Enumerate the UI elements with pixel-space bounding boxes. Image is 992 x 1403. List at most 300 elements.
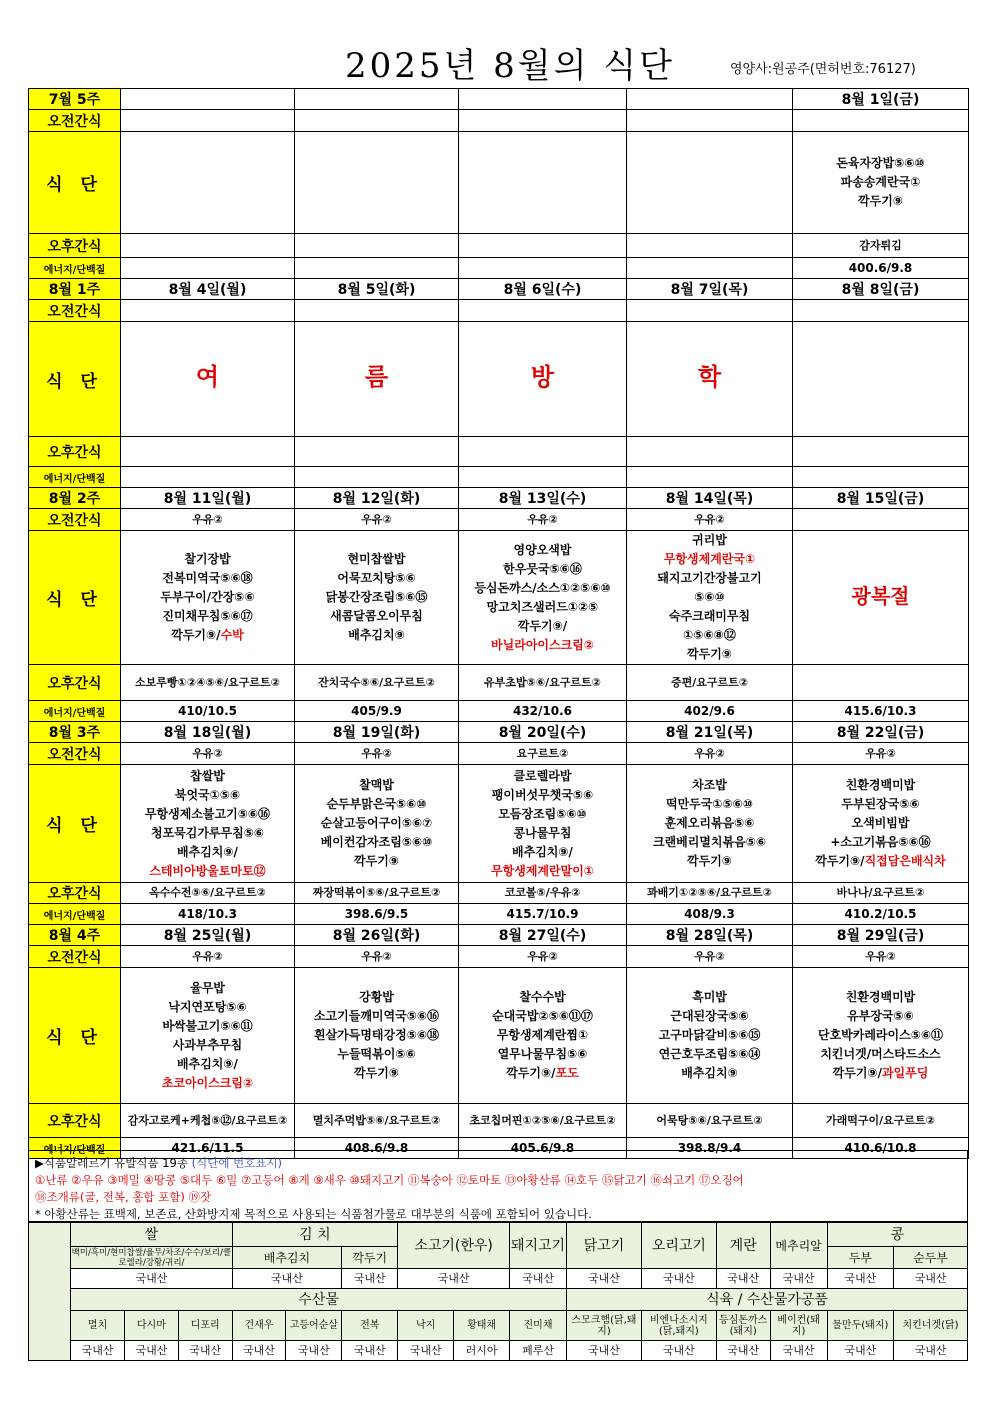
meal-cell <box>121 531 295 665</box>
energy-value <box>459 467 627 488</box>
meal-item: 고구마닭갈비⑤⑥⑮ <box>658 1028 761 1042</box>
holiday-label: 광복절 <box>851 583 910 608</box>
am-snack: 요구르트② <box>459 743 627 765</box>
origin-value: 국내산 <box>716 1341 770 1361</box>
meal-item: 흑미밥 <box>692 990 727 1004</box>
seafood-item: 건새우 <box>232 1311 286 1341</box>
meal-cell <box>121 765 295 883</box>
seafood-item: 진미채 <box>510 1311 567 1341</box>
pm-snack: 증편/요구르트② <box>627 665 793 701</box>
origin-tofu: 두부 <box>827 1247 893 1269</box>
meal-cell <box>793 322 969 437</box>
meal-cell <box>793 968 969 1104</box>
meal-item: 깍두기⑨ <box>687 647 732 661</box>
am-snack: 우유② <box>793 743 969 765</box>
meal-item: 깍두기⑨ <box>354 854 399 868</box>
meal-item: 돼지고기간장불고기 <box>657 571 762 585</box>
meal-item: 단호박카레라이스⑤⑥⑪ <box>817 1028 944 1042</box>
origin-value: 국내산 <box>894 1269 968 1289</box>
week-label: 8월 4주 <box>29 925 121 946</box>
energy-label: 에너지/단백질 <box>29 467 121 488</box>
day-date: 8월 28일(목) <box>627 925 793 946</box>
origin-value: 국내산 <box>342 1269 398 1289</box>
meal-item: 배추김치⑨/ <box>177 844 238 859</box>
meal-item: 무항생제계란말이① <box>491 863 594 878</box>
seafood-item: 전복 <box>342 1311 398 1341</box>
meal-cell <box>459 132 627 234</box>
origin-cabbage-kimchi: 배추김치 <box>232 1247 342 1269</box>
week-label: 8월 2주 <box>29 488 121 509</box>
meal-cell <box>459 765 627 883</box>
meal-item: 영양오색밥 <box>513 542 572 557</box>
am-snack <box>295 110 459 132</box>
meal-item: 파송송계란국① <box>840 175 921 189</box>
origin-seafood: 수산물 <box>71 1289 567 1311</box>
meal-item: 치킨너겟/머스타드소스 <box>820 1047 941 1061</box>
processed-item: 스모크햄(닭,돼지) <box>567 1311 642 1341</box>
meal-cell <box>793 765 969 883</box>
meal-cell <box>627 531 793 665</box>
page-title: 2025년 8월의 식단 <box>345 46 675 86</box>
processed-item: 등심돈까스(돼지) <box>716 1311 770 1341</box>
meal-item: 콩나물무침 <box>513 825 572 840</box>
allergy-note: * 아황산류는 표백제, 보존료, 산화방지제 목적으로 사용되는 식품첨가물로 대부분의 식품에 포함되어 있습니다. <box>35 1207 592 1221</box>
meal-item: 깍두기⑨ <box>354 1066 399 1080</box>
day-date <box>295 89 459 110</box>
meal-cell <box>295 322 459 437</box>
pm-snack <box>121 234 295 258</box>
meal-item: 누들떡볶이⑤⑥ <box>337 1047 416 1061</box>
meal-item: 베이컨감자조림⑤⑥⑩ <box>320 835 433 849</box>
meal-item: +소고기볶음⑤⑥⑯ <box>830 835 931 849</box>
meal-item: 찰수수밥 <box>519 990 566 1004</box>
origin-value: 국내산 <box>567 1341 642 1361</box>
origin-value: 국내산 <box>641 1341 716 1361</box>
meal-label: 식 단 <box>29 765 121 883</box>
pm-snack <box>793 665 969 701</box>
meal-item: 흰살가득명태강정⑤⑥⑱ <box>313 1028 440 1042</box>
meal-item: 연근호두조림⑤⑥⑭ <box>658 1047 761 1061</box>
energy-value <box>295 258 459 279</box>
am-snack: 우유② <box>627 946 793 968</box>
meal-item: 어묵꼬치탕⑤⑥ <box>337 571 416 585</box>
pm-snack: 바나나/요구르트② <box>793 883 969 904</box>
meal-cell <box>627 132 793 234</box>
origin-kimchi: 김 치 <box>232 1223 398 1247</box>
energy-value: 415.6/10.3 <box>793 701 969 722</box>
meal-item: ①⑤⑥⑧⑫ <box>683 628 736 642</box>
origin-value: 국내산 <box>286 1341 342 1361</box>
meal-item: 떡만두국①⑤⑥⑩ <box>665 797 753 811</box>
pm-snack-label: 오후간식 <box>29 437 121 467</box>
pm-snack <box>295 437 459 467</box>
origin-value: 국내산 <box>398 1341 454 1361</box>
meal-item: 바닐라아이스크림② <box>491 637 594 652</box>
meal-item: 깍두기⑨/수박 <box>171 628 244 642</box>
energy-label: 에너지/단백질 <box>29 701 121 722</box>
am-snack: 우유② <box>295 946 459 968</box>
meal-item: 무항생제계란국① <box>663 552 756 566</box>
meal-item: 친환경백미밥 <box>845 778 916 792</box>
meal-item: 초코아이스크림② <box>161 1075 254 1090</box>
origin-egg: 계란 <box>716 1223 770 1269</box>
am-snack: 우유② <box>627 743 793 765</box>
pm-snack <box>121 437 295 467</box>
day-date: 8월 19일(화) <box>295 722 459 743</box>
energy-value <box>793 467 969 488</box>
energy-value: 405.6/9.8 <box>459 1138 627 1159</box>
am-snack <box>121 300 295 322</box>
pm-snack-label: 오후간식 <box>29 1104 121 1138</box>
meal-item: 깍두기⑨/ <box>517 618 568 633</box>
energy-value: 421.6/11.5 <box>121 1138 295 1159</box>
meal-cell <box>627 765 793 883</box>
seafood-item: 멸치 <box>71 1311 125 1341</box>
origin-value: 국내산 <box>827 1269 893 1289</box>
week-label: 8월 3주 <box>29 722 121 743</box>
meal-item: 근대된장국⑤⑥ <box>670 1009 749 1023</box>
meal-cell <box>459 531 627 665</box>
pm-snack-label: 오후간식 <box>29 234 121 258</box>
meal-item: 깍두기⑨/포도 <box>506 1066 579 1080</box>
allergy-list-1: ①난류 ②우유 ③메밀 ④땅콩 ⑤대두 ⑥밀 ⑦고등어 ⑧게 ⑨새우 ⑩돼지고기 ⑪복숭아 ⑫토마토 ⑬아황산류 ⑭호두 ⑮닭고기 ⑯쇠고기 ⑰오징어 <box>35 1173 744 1187</box>
meal-item: 귀리밥 <box>692 533 727 547</box>
am-snack: 우유② <box>121 509 295 531</box>
am-snack: 우유② <box>295 509 459 531</box>
energy-value <box>295 467 459 488</box>
meal-item: 깍두기⑨/과일푸딩 <box>832 1066 929 1080</box>
processed-item: 치킨너겟(닭) <box>894 1311 968 1341</box>
meal-item: 모듬장조림⑤⑥⑩ <box>498 806 587 821</box>
energy-label: 에너지/단백질 <box>29 904 121 925</box>
pm-snack: 멸치주먹밥⑤⑥/요구르트② <box>295 1104 459 1138</box>
day-date <box>121 89 295 110</box>
pm-snack-label: 오후간식 <box>29 665 121 701</box>
meal-item: 숙주크래미무침 <box>668 609 751 623</box>
origin-value: 국내산 <box>398 1269 510 1289</box>
day-date: 8월 27일(수) <box>459 925 627 946</box>
meal-item: 돈육자장밥⑤⑥⑩ <box>836 156 925 170</box>
meal-item: 훈제오리볶음⑤⑥ <box>664 816 755 830</box>
meal-item: 찰맥밥 <box>359 778 394 792</box>
meal-item: 한우뭇국⑤⑥⑯ <box>503 561 582 576</box>
meal-item: 바싹불고기⑤⑥⑪ <box>162 1018 253 1033</box>
meal-item: 무항생제계란찜① <box>496 1028 589 1042</box>
meal-item: 두부된장국⑤⑥ <box>841 797 920 811</box>
meal-item: 망고치즈샐러드①②⑤ <box>486 599 599 614</box>
origin-value: 국내산 <box>178 1341 232 1361</box>
meal-cell <box>627 322 793 437</box>
meal-cell <box>295 531 459 665</box>
day-date: 8월 26일(화) <box>295 925 459 946</box>
origin-value: 국내산 <box>567 1269 642 1289</box>
am-snack <box>793 300 969 322</box>
meal-item: 두부구이/간장⑤⑥ <box>160 590 255 604</box>
meal-item: 차조밥 <box>692 778 727 792</box>
seafood-item: 디포리 <box>178 1311 232 1341</box>
meal-cell <box>459 968 627 1104</box>
meal-item: 등심돈까스/소스①②⑤⑥⑩ <box>474 580 611 595</box>
day-date: 8월 13일(수) <box>459 488 627 509</box>
pm-snack <box>295 234 459 258</box>
pm-snack: 옥수수전⑤⑥/요구르트② <box>121 883 295 904</box>
seafood-item: 황태채 <box>454 1311 510 1341</box>
pm-snack <box>459 437 627 467</box>
week-label: 7월 5주 <box>29 89 121 110</box>
vacation-char: 방 <box>530 362 555 391</box>
nutritionist-info: 영양사:원공주(면허번호:76127) <box>730 62 916 77</box>
pm-snack <box>627 234 793 258</box>
origin-value: 국내산 <box>510 1269 567 1289</box>
origin-chicken: 닭고기 <box>567 1223 642 1269</box>
origin-rice: 쌀 <box>71 1223 232 1247</box>
am-snack: 우유② <box>627 509 793 531</box>
am-snack <box>459 110 627 132</box>
pm-snack: 감자튀김 <box>793 234 969 258</box>
meal-item: 무항생제소불고기⑤⑥⑯ <box>144 806 271 821</box>
meal-item: 클로렐라밥 <box>513 768 572 783</box>
meal-cell <box>121 968 295 1104</box>
pm-snack: 꽈배기①②⑤⑥/요구르트② <box>627 883 793 904</box>
meal-item: 유부장국⑤⑥ <box>847 1009 914 1023</box>
origin-value: 러시아 <box>454 1341 510 1361</box>
meal-item: 사과부추무침 <box>172 1037 243 1052</box>
origin-value: 국내산 <box>232 1341 286 1361</box>
am-snack-label: 오전간식 <box>29 743 121 765</box>
am-snack <box>627 110 793 132</box>
energy-label: 에너지/단백질 <box>29 258 121 279</box>
am-snack-label: 오전간식 <box>29 946 121 968</box>
origin-pork: 돼지고기 <box>510 1223 567 1269</box>
energy-value: 402/9.6 <box>627 701 793 722</box>
am-snack: 우유② <box>295 743 459 765</box>
day-date: 8월 4일(월) <box>121 279 295 300</box>
meal-cell <box>627 968 793 1104</box>
pm-snack: 가래떡구이/요구르트② <box>793 1104 969 1138</box>
origin-value: 국내산 <box>770 1341 827 1361</box>
meal-item: 소고기들깨미역국⑤⑥⑯ <box>313 1009 440 1023</box>
meal-item: 순살고등어구이⑤⑥⑦ <box>320 816 433 830</box>
am-snack: 우유② <box>459 946 627 968</box>
energy-value: 405/9.9 <box>295 701 459 722</box>
am-snack <box>793 110 969 132</box>
allergy-notes <box>28 1150 968 1222</box>
meal-item: 배추김치⑨/ <box>512 844 573 859</box>
origin-value: 국내산 <box>770 1269 827 1289</box>
origin-value: 국내산 <box>342 1341 398 1361</box>
origin-radish-kimchi: 깍두기 <box>342 1247 398 1269</box>
meal-item: 청포묵김가루무침⑤⑥ <box>150 825 265 840</box>
day-date: 8월 29일(금) <box>793 925 969 946</box>
am-snack <box>627 300 793 322</box>
origin-soft-tofu: 순두부 <box>894 1247 968 1269</box>
vacation-char: 름 <box>364 362 389 391</box>
origin-value: 국내산 <box>71 1269 232 1289</box>
pm-snack: 유부초밥⑤⑥/요구르트② <box>459 665 627 701</box>
meal-cell <box>295 968 459 1104</box>
day-date: 8월 14일(목) <box>627 488 793 509</box>
processed-item: 비엔나소시지(닭,돼지) <box>641 1311 716 1341</box>
processed-item: 물만두(돼지) <box>827 1311 893 1341</box>
meal-item: 크랜베리멸치볶음⑤⑥ <box>652 835 767 849</box>
day-date: 8월 12일(화) <box>295 488 459 509</box>
meal-item: 스테비아방울토마토⑫ <box>149 863 266 878</box>
day-date: 8월 6일(수) <box>459 279 627 300</box>
seafood-item: 낙지 <box>398 1311 454 1341</box>
meal-item: 율무밥 <box>190 980 225 995</box>
day-date: 8월 1일(금) <box>793 89 969 110</box>
meal-item: 현미찹쌀밥 <box>347 552 406 566</box>
day-date: 8월 18일(월) <box>121 722 295 743</box>
origin-value: 페루산 <box>510 1341 567 1361</box>
meal-item: 배추김치⑨ <box>348 628 405 642</box>
am-snack <box>459 300 627 322</box>
energy-value <box>121 467 295 488</box>
am-snack-label: 오전간식 <box>29 509 121 531</box>
energy-value <box>121 258 295 279</box>
meal-label: 식 단 <box>29 968 121 1104</box>
origin-side <box>29 1223 71 1361</box>
origin-value: 국내산 <box>827 1341 893 1361</box>
energy-value: 408/9.3 <box>627 904 793 925</box>
meal-item: 깍두기⑨/직접담은배식차 <box>815 854 946 868</box>
am-snack <box>295 300 459 322</box>
pm-snack: 초코칩머핀①②⑤⑥/요구르트② <box>459 1104 627 1138</box>
meal-item: 깍두기⑨ <box>858 194 903 208</box>
meal-item: 새콤달콤오이무침 <box>330 609 423 623</box>
day-date: 8월 25일(월) <box>121 925 295 946</box>
day-date: 8월 22일(금) <box>793 722 969 743</box>
vacation-char: 여 <box>195 362 220 391</box>
am-snack: 우유② <box>459 509 627 531</box>
processed-item: 베이컨(돼지) <box>770 1311 827 1341</box>
meal-item: 팽이버섯무챗국⑤⑥ <box>491 787 594 802</box>
energy-value: 415.7/10.9 <box>459 904 627 925</box>
energy-value: 418/10.3 <box>121 904 295 925</box>
energy-value: 410.6/10.8 <box>793 1138 969 1159</box>
energy-value <box>627 467 793 488</box>
meal-cell <box>295 765 459 883</box>
am-snack-label: 오전간식 <box>29 300 121 322</box>
pm-snack: 코코볼⑤/우유② <box>459 883 627 904</box>
energy-value: 400.6/9.8 <box>793 258 969 279</box>
origin-processed: 식육 / 수산물가공품 <box>567 1289 968 1311</box>
meal-label: 식 단 <box>29 132 121 234</box>
origin-value: 국내산 <box>71 1341 125 1361</box>
energy-value: 398.8/9.4 <box>627 1138 793 1159</box>
meal-cell <box>793 132 969 234</box>
meal-item: 배추김치⑨ <box>681 1066 738 1080</box>
pm-snack <box>793 437 969 467</box>
am-snack <box>793 509 969 531</box>
day-date: 8월 20일(수) <box>459 722 627 743</box>
meal-item: 낙지연포탕⑤⑥ <box>168 999 247 1014</box>
origin-value: 국내산 <box>124 1341 178 1361</box>
meal-item: 순대국밥②⑤⑥⑪⑰ <box>492 1009 593 1023</box>
meal-cell <box>295 132 459 234</box>
meal-item: 열무나물무침⑤⑥ <box>497 1047 588 1061</box>
meal-item: 전복미역국⑤⑥⑱ <box>162 571 253 585</box>
meal-item: 진미채무침⑤⑥⑰ <box>162 609 253 623</box>
meal-item: 찰기장밥 <box>184 552 231 566</box>
meal-cell <box>121 322 295 437</box>
energy-value <box>459 258 627 279</box>
day-date: 8월 5일(화) <box>295 279 459 300</box>
pm-snack: 감자고로케+케첩⑤⑫/요구르트② <box>121 1104 295 1138</box>
day-date <box>627 89 793 110</box>
day-date: 8월 21일(목) <box>627 722 793 743</box>
energy-value: 408.6/9.8 <box>295 1138 459 1159</box>
meal-cell <box>121 132 295 234</box>
origin-duck: 오리고기 <box>641 1223 716 1269</box>
am-snack <box>121 110 295 132</box>
seafood-item: 고등어순살 <box>286 1311 342 1341</box>
week-label: 8월 1주 <box>29 279 121 300</box>
meal-item: 오색비빔밥 <box>851 816 910 830</box>
am-snack: 우유② <box>793 946 969 968</box>
meal-item: 찹쌀밥 <box>190 768 225 783</box>
meal-item: 강황밥 <box>359 990 394 1004</box>
day-date: 8월 8일(금) <box>793 279 969 300</box>
meal-label: 식 단 <box>29 322 121 437</box>
meal-item: 북엇국①⑤⑥ <box>174 787 241 802</box>
energy-value <box>627 258 793 279</box>
meal-item: 배추김치⑨/ <box>177 1056 238 1071</box>
allergy-list-2: ⑱조개류(굴, 전복, 홍합 포함) ⑲잣 <box>35 1190 212 1204</box>
day-date <box>459 89 627 110</box>
allergy-hint: (식단에 번호표시) <box>191 1156 283 1170</box>
seafood-item: 다시마 <box>124 1311 178 1341</box>
meal-item: 닭봉간장조림⑤⑥⑮ <box>325 590 428 604</box>
pm-snack: 짜장떡볶이⑤⑥/요구르트② <box>295 883 459 904</box>
meal-cell <box>459 322 627 437</box>
day-date: 8월 11일(월) <box>121 488 295 509</box>
menu-table <box>28 88 969 1159</box>
energy-value: 410/10.5 <box>121 701 295 722</box>
origin-rice-sub: 백미/흑미/현미찹쌀/율무/차조/수수/보리/클로렐라/강황/귀리/ <box>71 1247 232 1268</box>
energy-value: 398.6/9.5 <box>295 904 459 925</box>
pm-snack: 잔치국수⑤⑥/요구르트② <box>295 665 459 701</box>
am-snack: 우유② <box>121 946 295 968</box>
origin-soy: 콩 <box>827 1223 967 1247</box>
pm-snack <box>459 234 627 258</box>
day-date: 8월 7일(목) <box>627 279 793 300</box>
meal-item: 순두부맑은국⑤⑥⑩ <box>326 797 427 811</box>
meal-item: ⑤⑥⑩ <box>694 590 725 604</box>
origin-value: 국내산 <box>232 1269 342 1289</box>
day-date: 8월 15일(금) <box>793 488 969 509</box>
origin-value: 국내산 <box>894 1341 968 1361</box>
pm-snack: 소보루빵①②④⑤⑥/요구르트② <box>121 665 295 701</box>
origin-quail-egg: 메추리알 <box>770 1223 827 1269</box>
meal-label: 식 단 <box>29 531 121 665</box>
origin-beef: 소고기(한우) <box>398 1223 510 1269</box>
pm-snack <box>627 437 793 467</box>
vacation-char: 학 <box>697 362 722 391</box>
energy-label: 에너지/단백질 <box>29 1138 121 1159</box>
origin-value: 국내산 <box>641 1269 716 1289</box>
pm-snack: 어묵탕⑤⑥/요구르트② <box>627 1104 793 1138</box>
meal-item: 깍두기⑨ <box>687 854 732 868</box>
meal-cell <box>793 531 969 665</box>
origin-value: 국내산 <box>716 1269 770 1289</box>
am-snack: 우유② <box>121 743 295 765</box>
am-snack-label: 오전간식 <box>29 110 121 132</box>
allergy-heading: ▶식품알레르기 유발식품 19종 <box>35 1156 188 1170</box>
origin-table <box>28 1222 968 1361</box>
energy-value: 432/10.6 <box>459 701 627 722</box>
meal-item: 친환경백미밥 <box>845 990 916 1004</box>
